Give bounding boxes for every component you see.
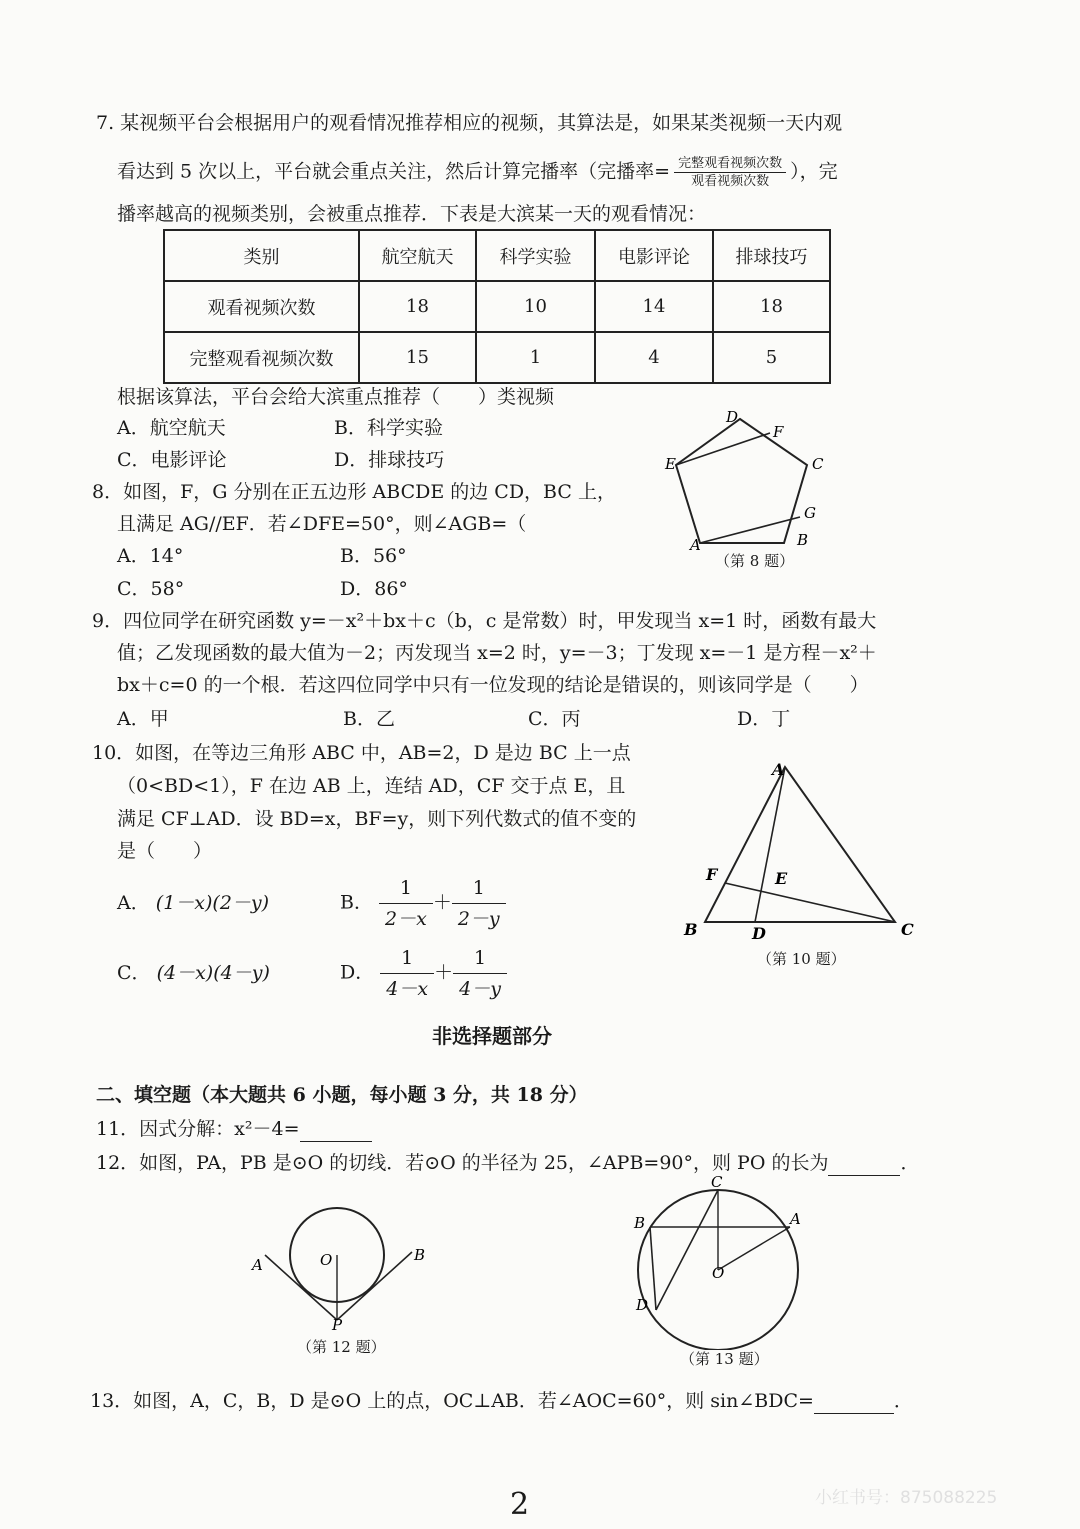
q12-figure-caption: （第 12 题） xyxy=(297,1338,386,1356)
q9-option-a: A．甲 xyxy=(117,708,169,730)
q13-line xyxy=(90,1388,913,1414)
table-cell: 18 xyxy=(713,281,830,332)
fraction-denominator: 2－x xyxy=(385,908,427,930)
fraction xyxy=(453,943,507,1004)
plus-sign: ＋ xyxy=(434,961,454,984)
table-header-cell: 航空航天 xyxy=(359,230,476,281)
q8-line1: 8．如图，F，G 分别在正五边形 ABCDE 的边 CD，BC 上， xyxy=(92,481,616,503)
q7-option-c: C．电影评论 xyxy=(117,449,227,471)
segment-oa xyxy=(718,1227,790,1270)
q10-figure-caption: （第 10 题） xyxy=(757,950,846,968)
watermark-text: 小红书号：875088225 xyxy=(815,1488,998,1508)
q9-line3: bx＋c=0 的一个根．若这四位同学中只有一位发现的结论是错误的，则该同学是（ ） xyxy=(117,674,869,696)
q7-option-a: A．航空航天 xyxy=(117,417,226,439)
plus-sign: ＋ xyxy=(432,891,452,914)
answer-blank xyxy=(300,1121,372,1142)
q7-option-b: B．科学实验 xyxy=(334,417,443,439)
q9-option-b: B．乙 xyxy=(343,708,395,730)
q13-end: ． xyxy=(893,1390,913,1412)
fraction-denominator: 观看视频次数 xyxy=(691,174,770,189)
table-header-cell: 类别 xyxy=(164,230,359,281)
q8-option-b: B．56° xyxy=(340,545,407,567)
label-f: F xyxy=(706,865,718,884)
table-cell: 4 xyxy=(595,332,713,383)
fraction-numerator: 1 xyxy=(379,873,433,904)
section-title: 非选择题部分 xyxy=(432,1024,552,1048)
q9-line2: 值；乙发现函数的最大值为－2；丙发现当 x=2 时，y=－3；丁发现 x=－1 是方程－x²＋ xyxy=(117,642,877,664)
option-label: D． xyxy=(340,961,375,984)
q8-line2: 且满足 AG//EF．若∠DFE=50°，则∠AGB=（ xyxy=(117,513,527,535)
completion-rate-fraction xyxy=(674,155,786,190)
q12-text: 12．如图，PA，PB 是⊙O 的切线．若⊙O 的半径为 25，∠APB=90°，则 PO 的长为 xyxy=(96,1152,829,1174)
table-cell: 18 xyxy=(359,281,476,332)
triangle-abc xyxy=(705,767,895,922)
q7-line2-text: 看达到 5 次以上，平台就会重点关注，然后计算完播率（完播率= xyxy=(117,160,671,183)
option-label: B． xyxy=(340,891,373,914)
option-expression: (1－x)(2－y) xyxy=(155,892,270,914)
option-expression: (4－x)(4－y) xyxy=(156,962,270,984)
fraction-numerator: 完整观看视频次数 xyxy=(674,155,786,173)
part2-heading: 二、填空题（本大题共 6 小题，每小题 3 分，共 18 分） xyxy=(96,1084,588,1106)
tangent-pb xyxy=(337,1252,412,1320)
table-cell: 15 xyxy=(359,332,476,383)
segment-ef xyxy=(676,433,770,465)
answer-blank xyxy=(814,1393,894,1414)
q10-line2: （0<BD<1），F 在边 AB 上，连结 AD，CF 交于点 E，且 xyxy=(117,775,626,797)
option-label: C． xyxy=(117,962,151,984)
q9-option-d: D．丁 xyxy=(737,708,791,730)
label-c: C xyxy=(812,455,824,473)
pentagon-abcde xyxy=(676,419,807,543)
q7-line1: 7. 某视频平台会根据用户的观看情况推荐相应的视频，其算法是，如果某类视频一天内观 xyxy=(96,112,843,134)
q13-figure-caption: （第 13 题） xyxy=(680,1350,769,1368)
label-b: B xyxy=(684,920,698,939)
chord-cd xyxy=(656,1190,718,1310)
q9-line1: 9．四位同学在研究函数 y=－x²＋bx＋c（b，c 是常数）时，甲发现当 x=1 时，函数有最大 xyxy=(92,610,877,632)
table-cell: 观看视频次数 xyxy=(164,281,359,332)
inscribed-circle-figure xyxy=(620,1170,820,1350)
q10-option-c xyxy=(117,960,270,986)
q10-line4: 是（ ） xyxy=(117,840,213,862)
q7-question: 根据该算法，平台会给大滨重点推荐（ ）类视频 xyxy=(117,386,555,408)
q10-option-d xyxy=(340,943,507,1004)
fraction xyxy=(380,943,434,1004)
label-d: D xyxy=(636,1296,649,1314)
fraction-numerator: 1 xyxy=(380,943,434,974)
label-c: C xyxy=(711,1173,723,1191)
table-cell: 14 xyxy=(595,281,713,332)
q8-figure-caption: （第 8 题） xyxy=(715,552,795,570)
label-a: A xyxy=(690,536,701,554)
fraction-denominator: 4－x xyxy=(386,978,429,1000)
fraction xyxy=(452,873,506,934)
label-p: P xyxy=(332,1316,343,1334)
table-row xyxy=(164,281,830,332)
table-header-row xyxy=(164,230,830,281)
q7-line3: 播率越高的视频类别，会被重点推荐．下表是大滨某一天的观看情况： xyxy=(117,203,707,225)
q13-text: 13．如图，A，C，B，D 是⊙O 上的点，OC⊥AB．若∠AOC=60°，则 sin∠BDC= xyxy=(90,1390,814,1412)
table-cell: 完整观看视频次数 xyxy=(164,332,359,383)
label-o: O xyxy=(712,1264,725,1282)
label-b: B xyxy=(797,531,809,549)
tangent-circle-figure xyxy=(240,1195,440,1335)
label-e: E xyxy=(665,455,676,473)
table-cell: 1 xyxy=(476,332,595,383)
viewing-stats-table xyxy=(163,229,831,384)
table-row xyxy=(164,332,830,383)
label-c: C xyxy=(901,920,914,939)
table-header-cell: 电影评论 xyxy=(595,230,713,281)
label-f: F xyxy=(773,423,784,441)
q12-end: ． xyxy=(900,1152,920,1174)
label-o: O xyxy=(320,1251,333,1269)
label-d: D xyxy=(726,408,739,426)
q10-line3: 满足 CF⊥AD．设 BD=x，BF=y，则下列代数式的值不变的 xyxy=(117,808,637,830)
table-header-cell: 科学实验 xyxy=(476,230,595,281)
q7-line2-end: ），完 xyxy=(790,160,838,183)
label-a: A xyxy=(772,760,785,779)
triangle-figure xyxy=(675,755,925,945)
q10-line1: 10．如图，在等边三角形 ABC 中，AB=2，D 是边 BC 上一点 xyxy=(92,742,631,764)
table-cell: 10 xyxy=(476,281,595,332)
q11-line xyxy=(96,1116,372,1142)
q7-option-d: D．排球技巧 xyxy=(334,449,445,471)
segment-cf xyxy=(725,883,895,922)
label-b: B xyxy=(414,1246,426,1264)
label-b: B xyxy=(634,1214,646,1232)
chord-bd xyxy=(650,1227,656,1310)
fraction-denominator: 4－y xyxy=(459,978,501,1000)
page-number: 2 xyxy=(510,1487,530,1522)
pentagon-figure xyxy=(660,405,840,555)
label-e: E xyxy=(775,869,788,888)
q9-option-c: C．丙 xyxy=(528,708,581,730)
fraction-numerator: 1 xyxy=(452,873,506,904)
label-a: A xyxy=(252,1256,263,1274)
q10-option-b xyxy=(340,873,506,934)
table-cell: 5 xyxy=(713,332,830,383)
fraction-denominator: 2－y xyxy=(457,908,500,930)
option-label: A． xyxy=(117,892,150,914)
fraction xyxy=(379,873,433,934)
table-header-cell: 排球技巧 xyxy=(713,230,830,281)
label-g: G xyxy=(804,504,816,522)
label-d: D xyxy=(752,924,766,943)
q8-option-d: D．86° xyxy=(340,578,408,600)
q8-option-a: A．14° xyxy=(117,545,184,567)
q11-text: 11．因式分解：x²－4= xyxy=(96,1118,300,1140)
fraction-numerator: 1 xyxy=(453,943,507,974)
q7-line2 xyxy=(117,155,838,190)
q10-option-a xyxy=(117,890,269,916)
q8-option-c: C．58° xyxy=(117,578,185,600)
segment-ad xyxy=(755,767,785,922)
answer-blank xyxy=(828,1155,900,1176)
label-a: A xyxy=(790,1210,801,1228)
